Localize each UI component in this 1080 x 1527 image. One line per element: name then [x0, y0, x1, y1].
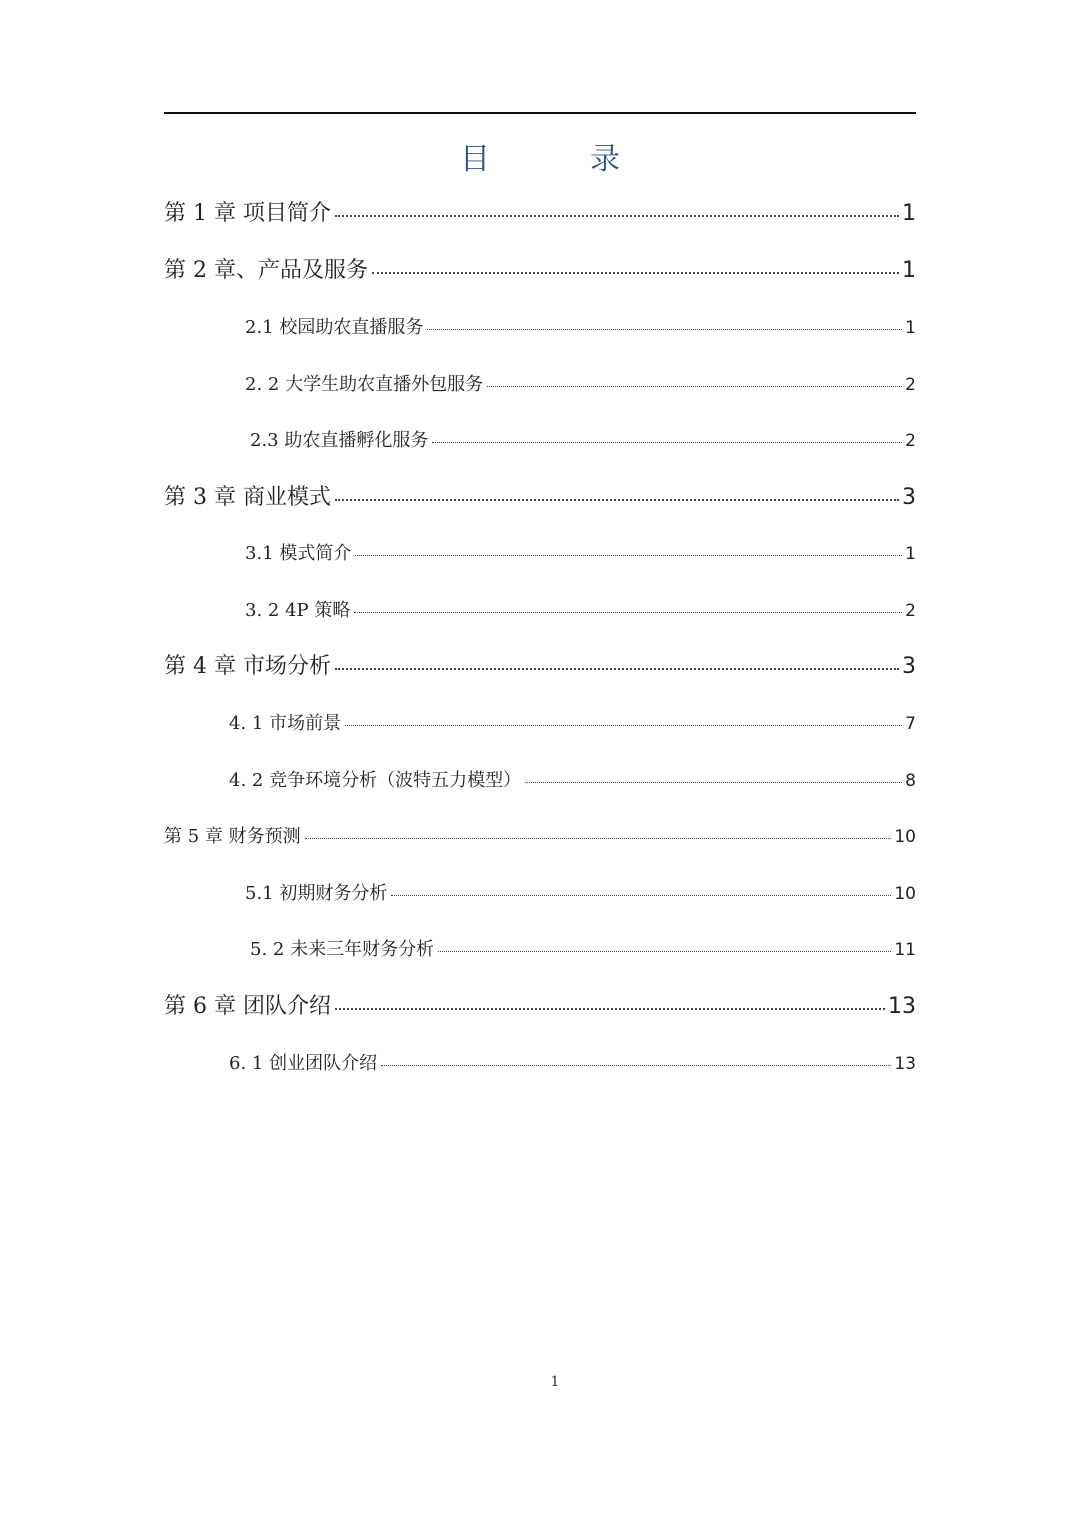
toc-entry-label: 6. 1 创业团队介绍 — [229, 1053, 378, 1074]
toc-title-char-2: 录 — [590, 142, 620, 177]
toc-entry-page: 7 — [905, 714, 916, 734]
toc-dot-leader — [354, 612, 902, 613]
toc-entry-page: 10 — [894, 827, 916, 847]
toc-entry-chapter-2[interactable] — [164, 254, 916, 288]
toc-entry-label: 5.1 初期财务分析 — [245, 883, 388, 904]
toc-dot-leader — [438, 951, 891, 952]
toc-dot-leader — [355, 555, 902, 556]
toc-dot-leader — [335, 215, 899, 217]
toc-entry-label: 第 2 章、产品及服务 — [164, 258, 368, 283]
toc-entry-page: 1 — [902, 258, 916, 283]
toc-entry-label: 3.1 模式简介 — [245, 543, 352, 564]
toc-entry-chapter-5[interactable] — [164, 823, 916, 851]
toc-entry-page: 3 — [902, 485, 916, 510]
toc-entry-page: 8 — [905, 771, 916, 791]
toc-entry-page: 3 — [902, 654, 916, 679]
toc-dot-leader — [381, 1065, 891, 1066]
toc-entry-label: 2. 2 大学生助农直播外包服务 — [245, 374, 484, 395]
toc-entry-page: 10 — [894, 884, 916, 904]
toc-entry-section-4-1[interactable] — [229, 710, 916, 738]
toc-dot-leader — [345, 725, 902, 726]
toc-entry-page: 1 — [905, 318, 916, 338]
toc-entry-section-3-1[interactable] — [245, 540, 916, 568]
toc-dot-leader — [335, 668, 899, 670]
toc-entry-page: 1 — [902, 201, 916, 226]
toc-entry-label: 4. 1 市场前景 — [229, 713, 342, 734]
toc-title-char-1: 目 — [460, 142, 490, 177]
toc-entry-label: 第 5 章 财务预测 — [164, 826, 301, 847]
toc-entry-page: 1 — [905, 544, 916, 564]
toc-dot-leader — [487, 386, 902, 387]
toc-entry-page: 2 — [905, 375, 916, 395]
toc-entry-label: 2.3 助农直播孵化服务 — [250, 430, 429, 451]
toc-entry-label: 5. 2 未来三年财务分析 — [250, 939, 435, 960]
toc-entry-label: 第 3 章 商业模式 — [164, 485, 331, 510]
toc-entry-label: 第 6 章 团队介绍 — [164, 994, 331, 1019]
toc-entry-chapter-1[interactable] — [164, 197, 916, 231]
page-number: 1 — [550, 1374, 560, 1390]
toc-entry-section-5-1[interactable] — [245, 880, 916, 908]
toc-entry-chapter-3[interactable] — [164, 481, 916, 515]
toc-title — [0, 138, 1080, 182]
toc-dot-leader — [427, 329, 902, 330]
toc-entry-section-2-1[interactable] — [245, 314, 916, 342]
toc-dot-leader — [335, 499, 899, 501]
toc-entry-page: 2 — [905, 431, 916, 451]
toc-entry-page: 13 — [888, 994, 916, 1019]
toc-dot-leader — [335, 1008, 885, 1010]
toc-entry-section-5-2[interactable] — [250, 936, 916, 964]
toc-dot-leader — [525, 782, 902, 783]
toc-entry-section-3-2[interactable] — [245, 597, 916, 625]
toc-entry-page: 11 — [894, 940, 916, 960]
toc-dot-leader — [391, 895, 891, 896]
toc-entry-section-2-3[interactable] — [250, 427, 916, 455]
toc-entry-chapter-6[interactable] — [164, 990, 916, 1024]
toc-entry-chapter-4[interactable] — [164, 650, 916, 684]
toc-dot-leader — [305, 838, 892, 839]
toc-entry-label: 第 1 章 项目简介 — [164, 201, 331, 226]
toc-entry-label: 3. 2 4P 策略 — [245, 600, 351, 621]
toc-entry-label: 2.1 校园助农直播服务 — [245, 317, 424, 338]
toc-entry-label: 4. 2 竞争环境分析（波特五力模型） — [229, 770, 522, 791]
toc-entry-page: 2 — [905, 601, 916, 621]
toc-entry-page: 13 — [894, 1054, 916, 1074]
toc-dot-leader — [432, 442, 902, 443]
toc-entry-section-4-2[interactable] — [229, 767, 916, 795]
toc-entry-section-2-2[interactable] — [245, 371, 916, 399]
header-rule — [164, 112, 916, 114]
toc-dot-leader — [372, 272, 899, 274]
toc-entry-section-6-1[interactable] — [229, 1050, 916, 1078]
toc-entry-label: 第 4 章 市场分析 — [164, 654, 331, 679]
